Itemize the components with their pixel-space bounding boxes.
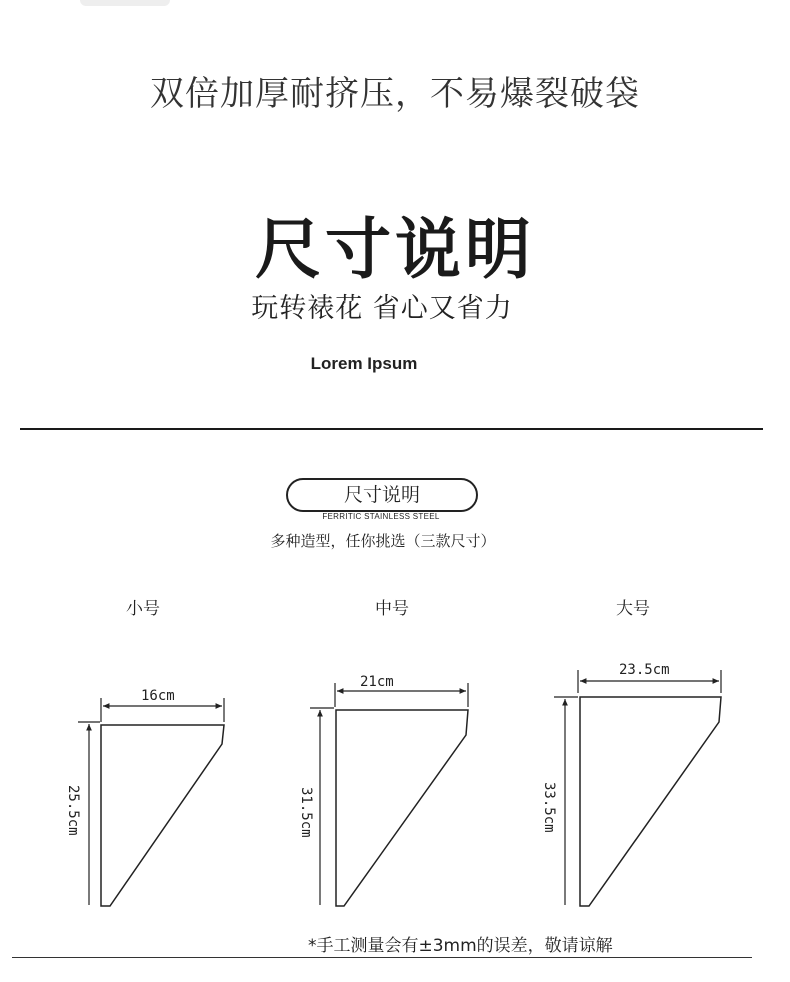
bottom-divider [12,957,752,958]
width-label-large: 23.5cm [619,662,670,678]
bag-diagram-small [65,688,224,906]
page-title: 尺寸说明 [255,211,535,288]
bag-diagram-medium [298,674,468,906]
bag-outline-medium [336,710,468,906]
width-label-medium: 21cm [360,674,394,690]
measurement-note: *手工测量会有±3mm的误差，敬请谅解 [308,936,613,956]
pill-caption: FERRITIC STAINLESS STEEL [322,512,440,521]
width-label-small: 16cm [141,688,175,704]
section-description: 多种造型，任你挑选（三款尺寸） [270,532,496,550]
size-label-large: 大号 [616,599,650,619]
bag-outline-large [580,697,721,906]
size-label-medium: 中号 [375,599,409,619]
bag-outline-small [101,725,224,906]
bag-diagram-large [541,662,721,906]
subtitle: 玩转裱花 省心又省力 [251,293,513,324]
height-label-medium: 31.5cm [298,787,314,838]
size-label-small: 小号 [126,599,160,619]
height-label-large: 33.5cm [541,782,557,833]
headline: 双倍加厚耐挤压，不易爆裂破袋 [150,74,640,114]
height-label-small: 25.5cm [65,785,81,836]
lorem-caption: Lorem Ipsum [310,354,418,373]
section-pill: 尺寸说明 [286,478,478,512]
